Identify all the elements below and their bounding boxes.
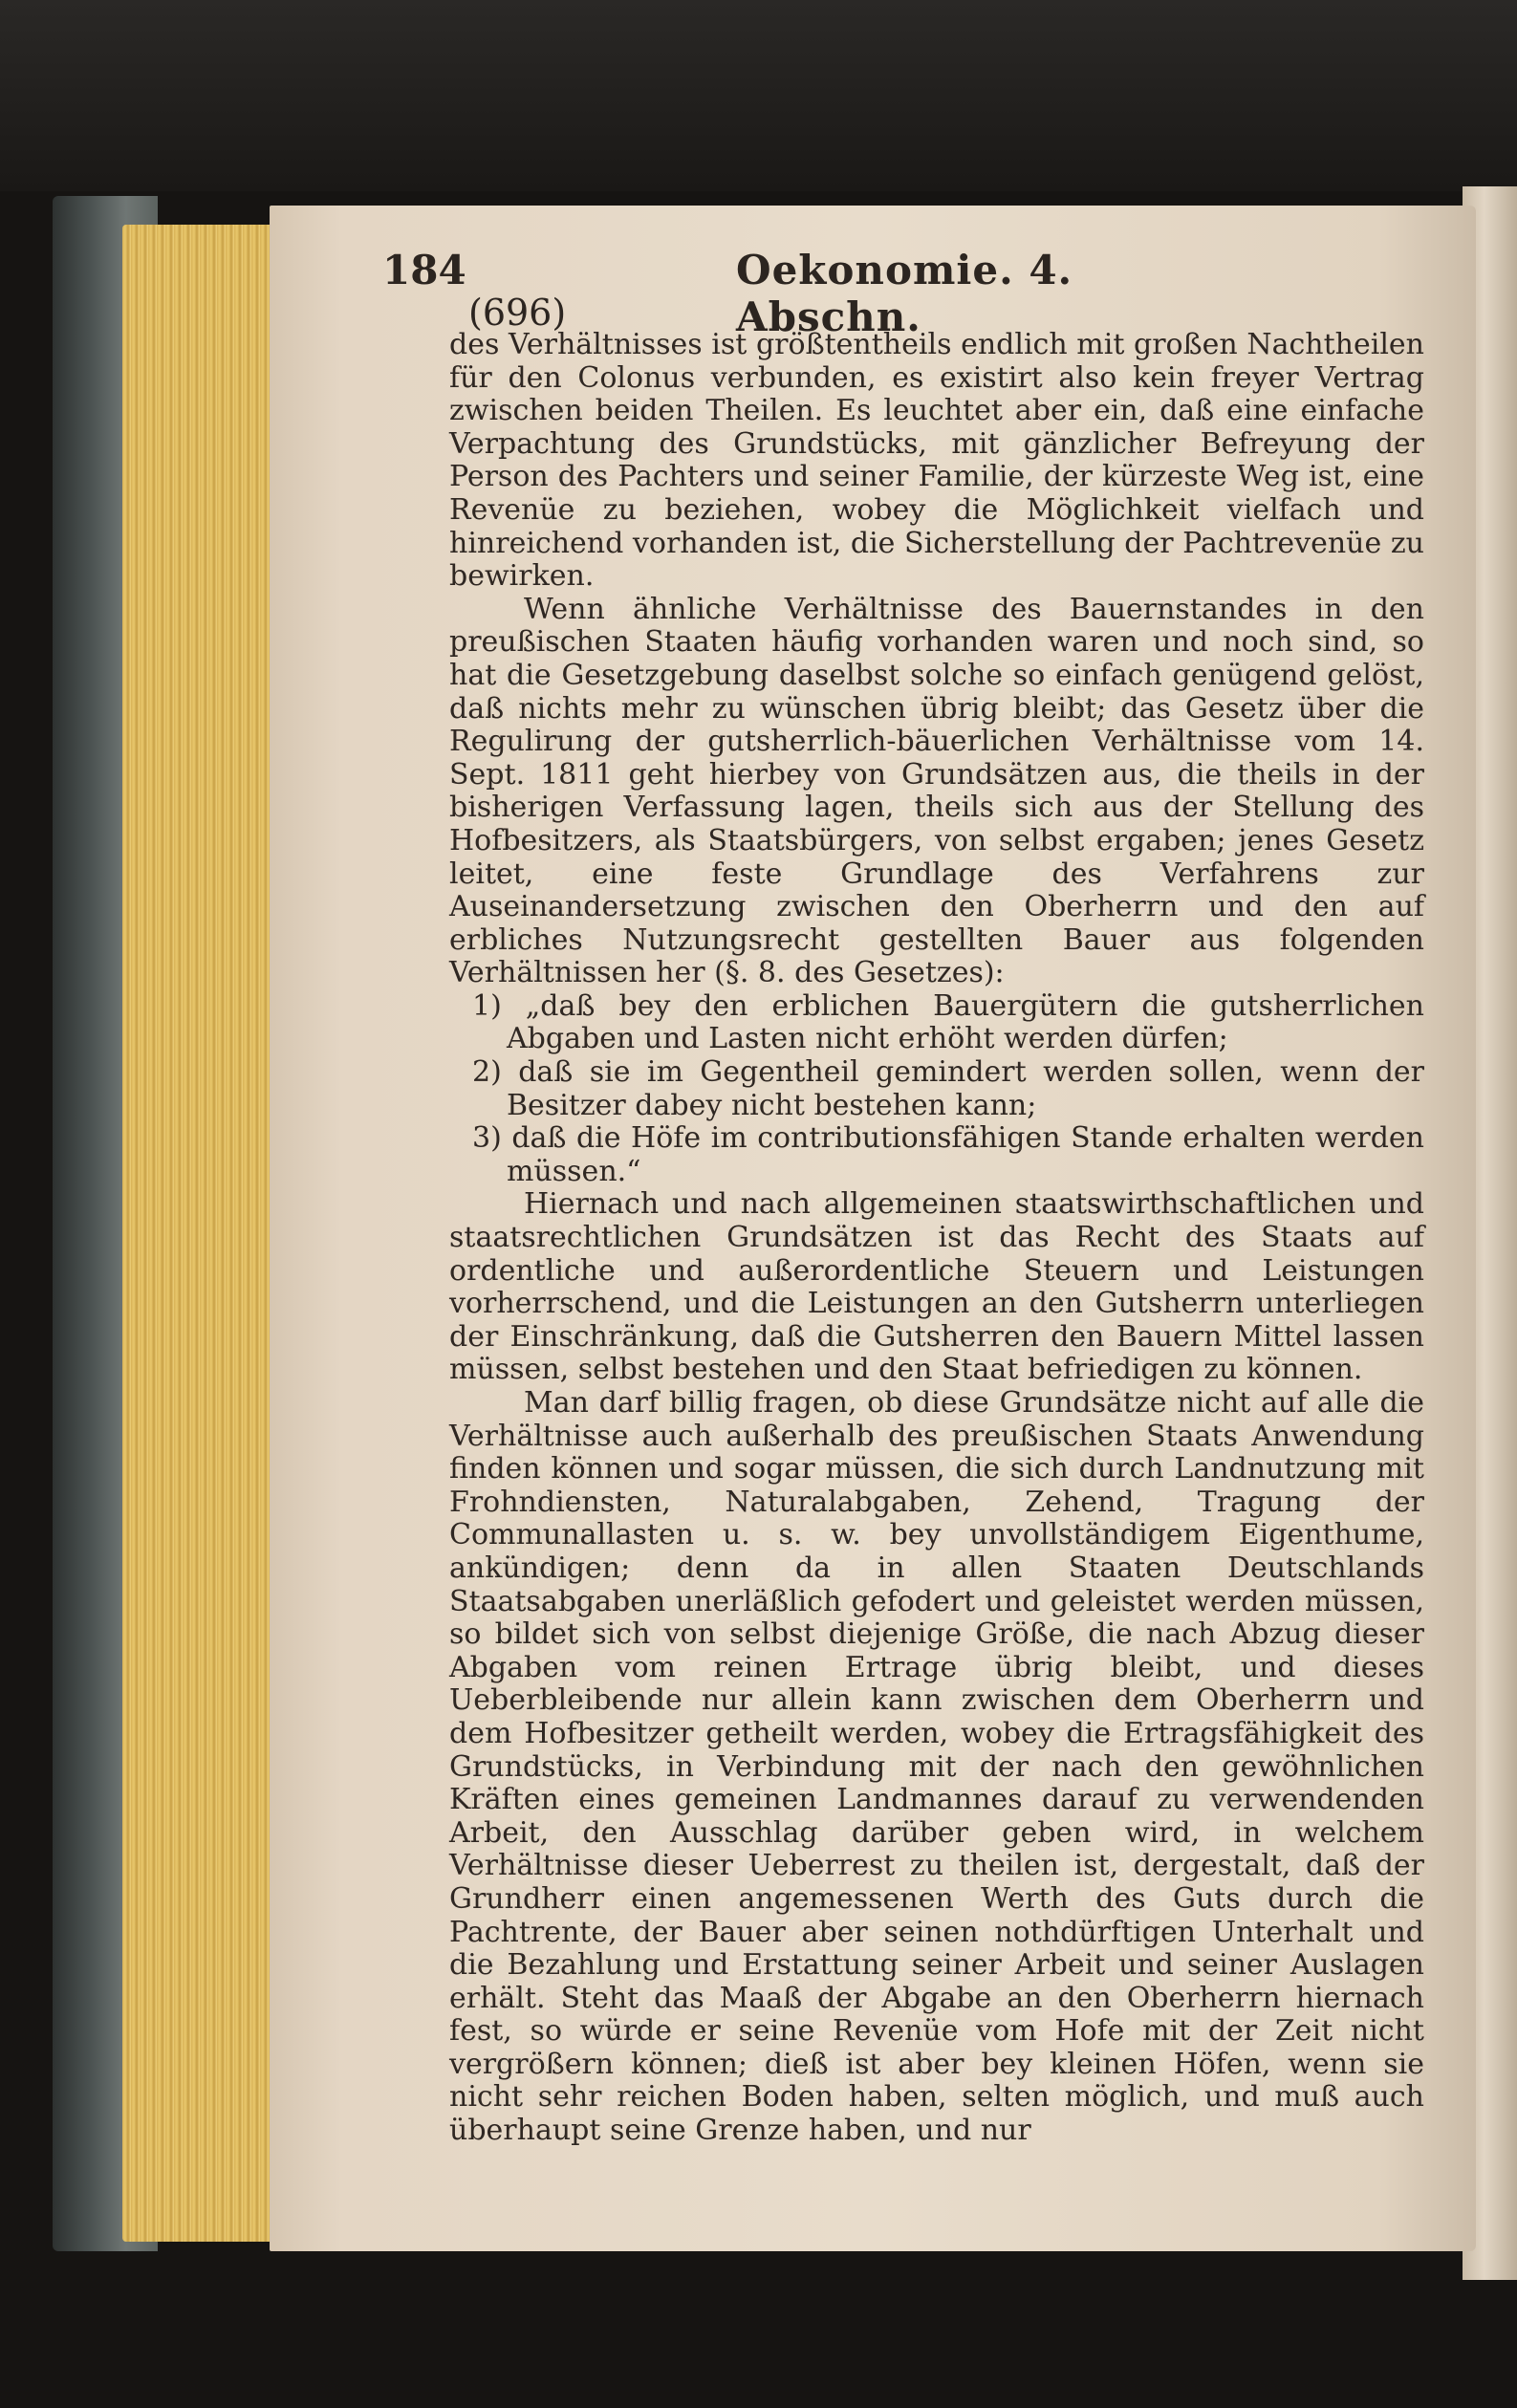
backdrop: [0, 0, 1517, 191]
paragraph: Hiernach und nach allgemeinen staatswirthschaftlichen und staatsrechtlichen Grundsätzen ist das Recht des Staats auf ordentliche und außerordentliche Steuern und Leistungen vorherrschend, und die Leistungen an den Gutsherrn unterliegen der Einschränkung, daß die Gutsherren den Bauern Mittel lassen müssen, selbst bestehen und den Staat befriedigen zu können.: [449, 1187, 1424, 1387]
list-item: 3) daß die Höfe im contributionsfähigen Stande erhalten werden müssen.“: [472, 1121, 1424, 1188]
running-head: Oekonomie. 4. Abschn.: [736, 247, 1073, 340]
gilded-page-edge: [122, 225, 275, 2242]
list-item: 2) daß sie im Gegentheil gemindert werden sollen, wenn der Besitzer dabey nicht bestehen kann;: [472, 1055, 1424, 1122]
paragraph: des Verhältnisses ist größtentheils endlich mit großen Nachtheilen für den Colonus verbunden, es existirt also kein freyer Vertrag zwischen beiden Theilen. Es leuchtet aber ein, daß eine einfache Verpachtung des Grundstücks, mit gänzlicher Befreyung der Person des Pachters und seiner Familie, der kürzeste Weg ist, eine Revenüe zu beziehen, wobey die Möglichkeit vielfach und hinreichend vorhanden ist, die Sicherstellung der Pachtrevenüe zu bewirken.: [449, 328, 1424, 594]
page-number: 184: [382, 247, 466, 293]
body-text: [449, 329, 1424, 2148]
list-item: 1) „daß bey den erblichen Bauergütern die gutsherrlichen Abgaben und Lasten nicht erhöht werden dürfen;: [472, 988, 1424, 1056]
marginal-number: (696): [468, 292, 567, 334]
paragraph: Wenn ähnliche Verhältnisse des Bauernstandes in den preußischen Staaten häufig vorhanden waren und noch sind, so hat die Gesetzgebung daselbst solche so einfach genügend gelöst, daß nichts mehr zu wünschen übrig bleibt; das Gesetz über die Regulirung der gutsherrlich-bäuerlichen Verhältnisse vom 14. Sept. 1811 geht hierbey von Grundsätzen aus, die theils in der bisherigen Verfassung lagen, theils sich aus der Stellung des Hofbesitzers, als Staatsbürgers, von selbst ergaben; jenes Gesetz leitet, eine feste Grundlage des Verfahrens zur Auseinandersetzung zwischen den Oberherrn und den auf erbliches Nutzungsrecht gestellten Bauer aus folgenden Verhältnissen her (§. 8. des Gesetzes):: [449, 592, 1424, 990]
paragraph: Man darf billig fragen, ob diese Grundsätze nicht auf alle die Verhältnisse auch außerhalb des preußischen Staats Anwendung finden können und sogar müssen, die sich durch Landnutzung mit Frohndiensten, Naturalabgaben, Zehend, Tragung der Communallasten u. s. w. bey unvollständigem Eigenthume, ankündigen; denn da in allen Staaten Deutschlands Staatsabgaben unerläßlich gefodert und geleistet werden müssen, so bildet sich von selbst diejenige Größe, die nach Abzug dieser Abgaben vom reinen Ertrage übrig bleibt, und dieses Ueberbleibende nur allein kann zwischen dem Oberherrn und dem Hofbesitzer getheilt werden, wobey die Ertragsfähigkeit des Grundstücks, in Verbindung mit der nach den gewöhnlichen Kräften eines gemeinen Landmannes darauf zu verwendenden Arbeit, den Ausschlag darüber geben wird, in welchem Verhältnisse dieser Ueberrest zu theilen ist, dergestalt, daß der Grundherr einen angemessenen Werth des Guts durch die Pachtrente, der Bauer aber seinen nothdürftigen Unterhalt und die Bezahlung und Erstattung seiner Arbeit und seiner Auslagen erhält. Steht das Maaß der Abgabe an den Oberherrn hiernach fest, so würde er seine Revenüe vom Hofe mit der Zeit nicht vergrößern können; dieß ist aber bey kleinen Höfen, wenn sie nicht sehr reichen Boden haben, selten möglich, und muß auch überhaupt seine Grenze haben, und nur: [449, 1386, 1424, 2148]
